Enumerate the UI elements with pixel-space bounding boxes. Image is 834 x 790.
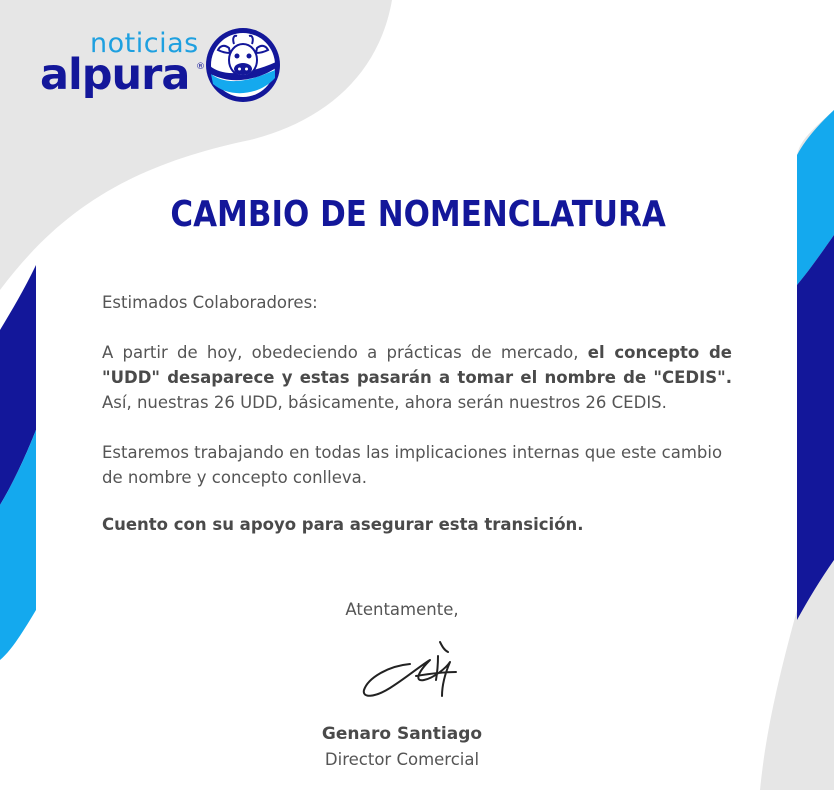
- right-navy-band: [797, 235, 834, 620]
- paragraph-implications: Estaremos trabajando en todas las implicaciones internas que este cambio de nombre y concepto conlleva.: [102, 443, 723, 487]
- closing-salutation: Atentamente,: [345, 600, 459, 619]
- logo-registered-mark: ®: [196, 62, 205, 72]
- cow-badge-icon: [204, 26, 282, 104]
- signer-name: Genaro Santiago: [321, 724, 483, 744]
- logo-alpura-text: alpura: [40, 50, 190, 100]
- paragraph-support: Cuento con su apoyo para asegurar esta transición.: [102, 515, 584, 534]
- greeting: Estimados Colaboradores:: [102, 293, 318, 312]
- signer-role: Director Comercial: [324, 750, 480, 769]
- paragraph-announcement-end: Así, nuestras 26 UDD, básicamente, ahora serán nuestros 26 CEDIS.: [102, 393, 667, 412]
- letter-body: [102, 290, 732, 537]
- page-title: CAMBIO DE NOMENCLATURA: [170, 194, 666, 235]
- logo-noticias-text: noticias: [90, 28, 199, 59]
- paragraph-announcement-bold: el concepto de "UDD" desaparece y estas pasarán a tomar el nombre de "CEDIS".: [102, 343, 732, 387]
- paragraph-announcement: [102, 340, 732, 415]
- paragraph-announcement-start: A partir de hoy, obedeciendo a prácticas de mercado,: [102, 343, 588, 362]
- brand-logo: [40, 24, 285, 104]
- signature-image: [358, 636, 478, 708]
